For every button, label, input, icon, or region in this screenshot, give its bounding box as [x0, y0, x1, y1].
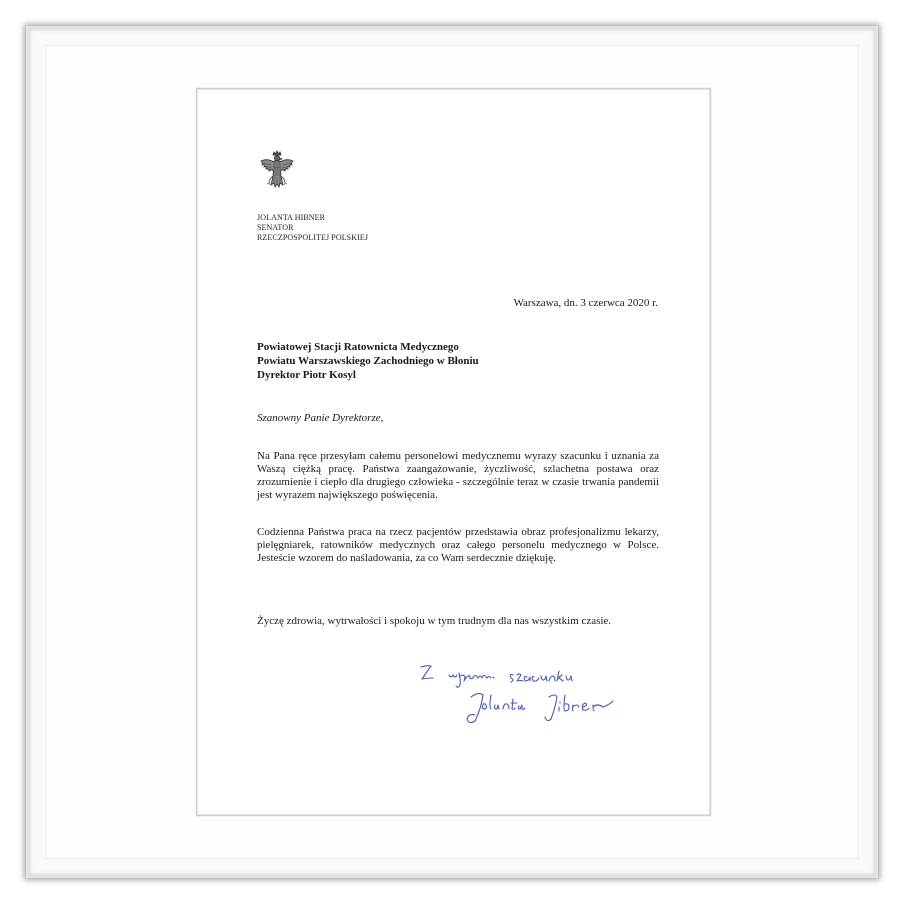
body-paragraph-1: Na Pana ręce przesyłam całemu personelowi medycznemu wyrazy szacunku i uznania za Waszą ciężką pracę. Państwa zaangażowanie, życzliwość, szlachetna postawa oraz zrozumienie i ciepło dla drugiego człowieka - szczególnie teraz w czasie trwania pandemii jest wyrazem największego poświęcenia. [257, 450, 659, 501]
sender-name: JOLANTA HIBNER [257, 213, 326, 222]
salutation: Szanowny Panie Dyrektorze, [257, 412, 384, 424]
body-paragraph-3: Życzę zdrowia, wytrwałości i spokoju w tym trudnym dla nas wszystkim czasie. [257, 615, 612, 627]
letter-document [196, 88, 711, 816]
recipient-line-1: Powiatowej Stacji Ratownicta Medycznego [257, 341, 459, 353]
recipient-block [257, 340, 479, 382]
recipient-line-3: Dyrektor Piotr Kosyl [257, 369, 356, 381]
sender-block [257, 213, 368, 243]
polish-eagle-icon [257, 149, 297, 199]
recipient-line-2: Powiatu Warszawskiego Zachodniego w Błoniu [257, 355, 479, 367]
body-paragraph-2: Codzienna Państwa praca na rzecz pacjentów przedstawia obraz profesjonalizmu lekarzy, pielęgniarek, ratowników medycznych oraz całego personelu medycznego w Polsce. Jesteście wzorem do naśladowania, za co Wam serdecznie dziękuję. [257, 526, 659, 564]
sender-title: SENATOR [257, 223, 294, 232]
sender-country: RZECZPOSPOLITEJ POLSKIEJ [257, 233, 369, 242]
handwritten-signature [409, 651, 649, 741]
letter-date: Warszawa, dn. 3 czerwca 2020 r. [513, 297, 658, 309]
